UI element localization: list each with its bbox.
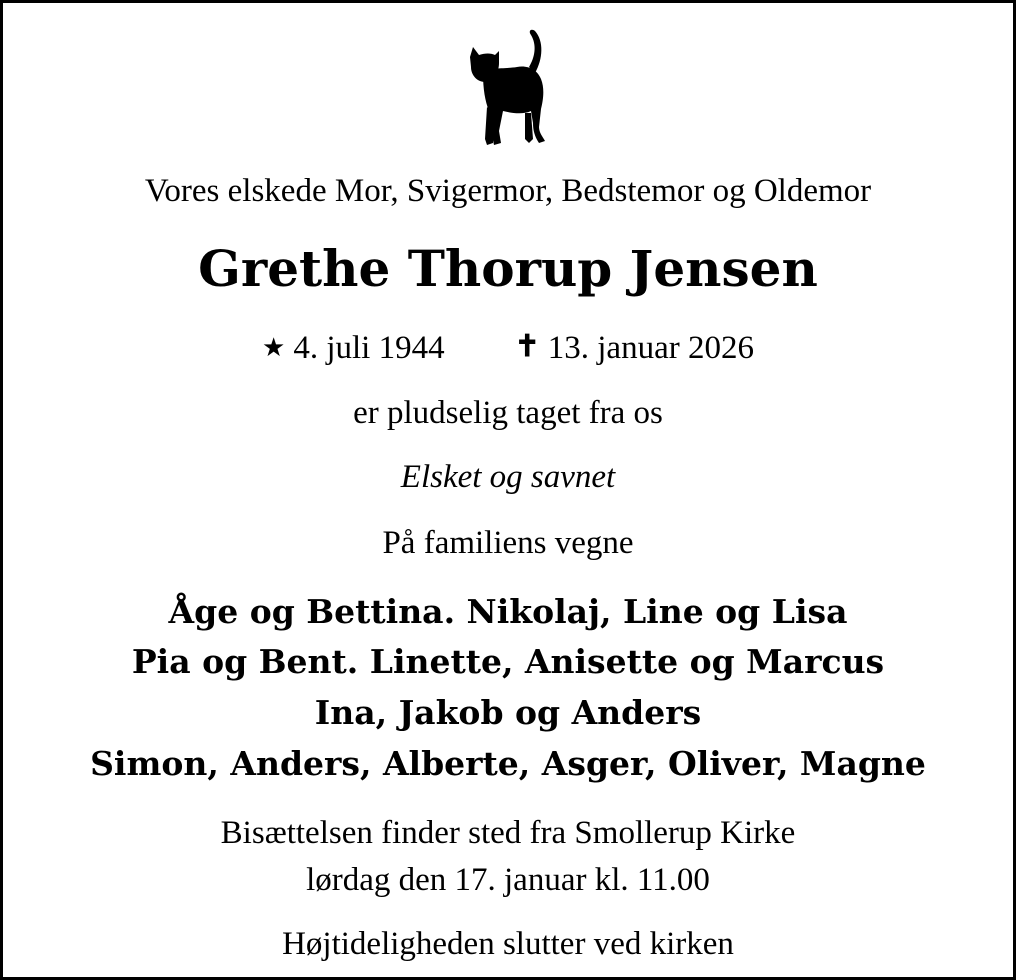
life-dates xyxy=(3,332,1013,365)
death-date: 13. januar 2026 xyxy=(547,330,754,366)
birth-star-icon: ★ xyxy=(262,333,286,362)
family-line: Pia og Bent. Linette, Anisette og Marcus xyxy=(131,642,885,681)
status-line: er pludselig taget fra os xyxy=(353,395,663,431)
family-line: Ina, Jakob og Anders xyxy=(314,693,702,732)
on-behalf-line: På familiens vegne xyxy=(382,525,634,561)
cat-silhouette-icon xyxy=(465,27,555,149)
closing-line: Højtideligheden slutter ved kirken xyxy=(282,926,734,962)
deceased-name: Grethe Thorup Jensen xyxy=(198,239,818,298)
family-line: Simon, Anders, Alberte, Asger, Oliver, Magne xyxy=(90,744,926,783)
family-line: Åge og Bettina. Nikolaj, Line og Lisa xyxy=(168,592,848,631)
funeral-location: Bisættelsen finder sted fra Smollerup Kirke xyxy=(220,815,796,851)
intro-line: Vores elskede Mor, Svigermor, Bedstemor og Oldemor xyxy=(144,173,872,209)
funeral-time: lørdag den 17. januar kl. 11.00 xyxy=(306,862,710,898)
tribute-line: Elsket og savnet xyxy=(400,459,616,495)
death-cross-icon: ✝ xyxy=(514,330,540,363)
birth-date: 4. juli 1944 xyxy=(293,330,445,366)
